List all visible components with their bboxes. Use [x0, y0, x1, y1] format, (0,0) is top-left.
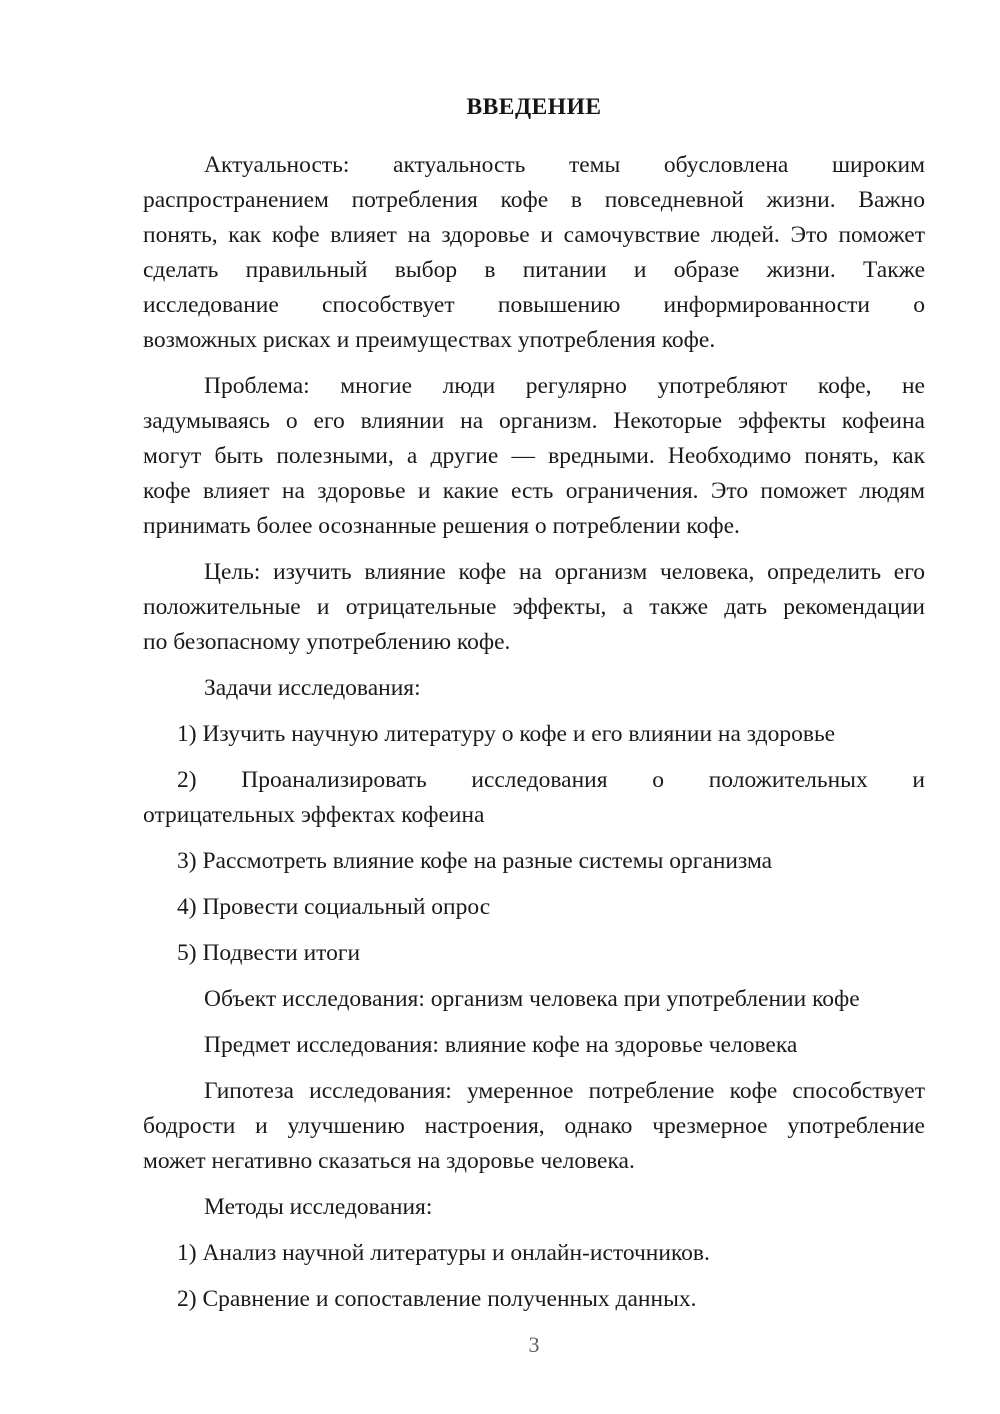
list-item: [143, 717, 925, 752]
text-line: 2) Проанализировать исследования о положительных и: [177, 767, 925, 793]
text-line: Предмет исследования: влияние кофе на здоровье человека: [204, 1032, 798, 1058]
list-item: [143, 1236, 925, 1271]
text-line: кофе влияет на здоровье и какие есть ограничения. Это поможет людям: [143, 478, 925, 504]
text-line: могут быть полезными, а другие — вредными. Необходимо понять, как: [143, 443, 925, 469]
text-line: принимать более осознанные решения о потреблении кофе.: [143, 513, 740, 539]
text-line: Актуальность: актуальность темы обусловлена широким: [204, 152, 925, 178]
document-body: [143, 148, 925, 1317]
paragraph: [143, 148, 925, 358]
paragraph: [143, 982, 925, 1017]
text-line: Цель: изучить влияние кофе на организм человека, определить его: [204, 559, 925, 585]
text-line: распространением потребления кофе в повседневной жизни. Важно: [143, 187, 925, 213]
list-item: [143, 1282, 925, 1317]
text-line: отрицательных эффектах кофеина: [143, 802, 485, 828]
text-line: 1) Изучить научную литературу о кофе и его влиянии на здоровье: [177, 721, 836, 747]
paragraph: [143, 1028, 925, 1063]
text-line: понять, как кофе влияет на здоровье и самочувствие людей. Это поможет: [143, 222, 925, 248]
text-line: Методы исследования:: [204, 1194, 433, 1220]
text-line: положительные и отрицательные эффекты, а также дать рекомендации: [143, 594, 925, 620]
text-line: 2) Сравнение и сопоставление полученных данных.: [177, 1286, 697, 1312]
document-content: [143, 0, 925, 1317]
paragraph: [143, 1074, 925, 1179]
paragraph: [143, 671, 925, 706]
text-line: Гипотеза исследования: умеренное потребление кофе способствует: [204, 1078, 925, 1104]
paragraph: [143, 555, 925, 660]
paragraph: [143, 1190, 925, 1225]
list-item: [143, 890, 925, 925]
text-line: возможных рисках и преимуществах употребления кофе.: [143, 327, 716, 353]
text-line: по безопасному употреблению кофе.: [143, 629, 511, 655]
text-line: 5) Подвести итоги: [177, 940, 361, 966]
paragraph: [143, 369, 925, 544]
text-line: Проблема: многие люди регулярно употребляют кофе, не: [204, 373, 925, 399]
text-line: может негативно сказаться на здоровье человека.: [143, 1148, 635, 1174]
text-line: исследование способствует повышению информированности о: [143, 292, 925, 318]
text-line: 1) Анализ научной литературы и онлайн-источников.: [177, 1240, 710, 1266]
text-line: Объект исследования: организм человека при употреблении кофе: [204, 986, 860, 1012]
text-line: 3) Рассмотреть влияние кофе на разные системы организма: [177, 848, 773, 874]
list-item: [143, 844, 925, 879]
text-line: задумываясь о его влиянии на организм. Некоторые эффекты кофеина: [143, 408, 925, 434]
list-item: [143, 936, 925, 971]
text-line: сделать правильный выбор в питании и образе жизни. Также: [143, 257, 925, 283]
list-item: [143, 763, 925, 833]
text-line: бодрости и улучшению настроения, однако чрезмерное употребление: [143, 1113, 925, 1139]
text-line: 4) Провести социальный опрос: [177, 894, 491, 920]
page-number: 3: [528, 1332, 540, 1357]
page-title: ВВЕДЕНИЕ: [466, 94, 602, 120]
text-line: Задачи исследования:: [204, 675, 421, 701]
